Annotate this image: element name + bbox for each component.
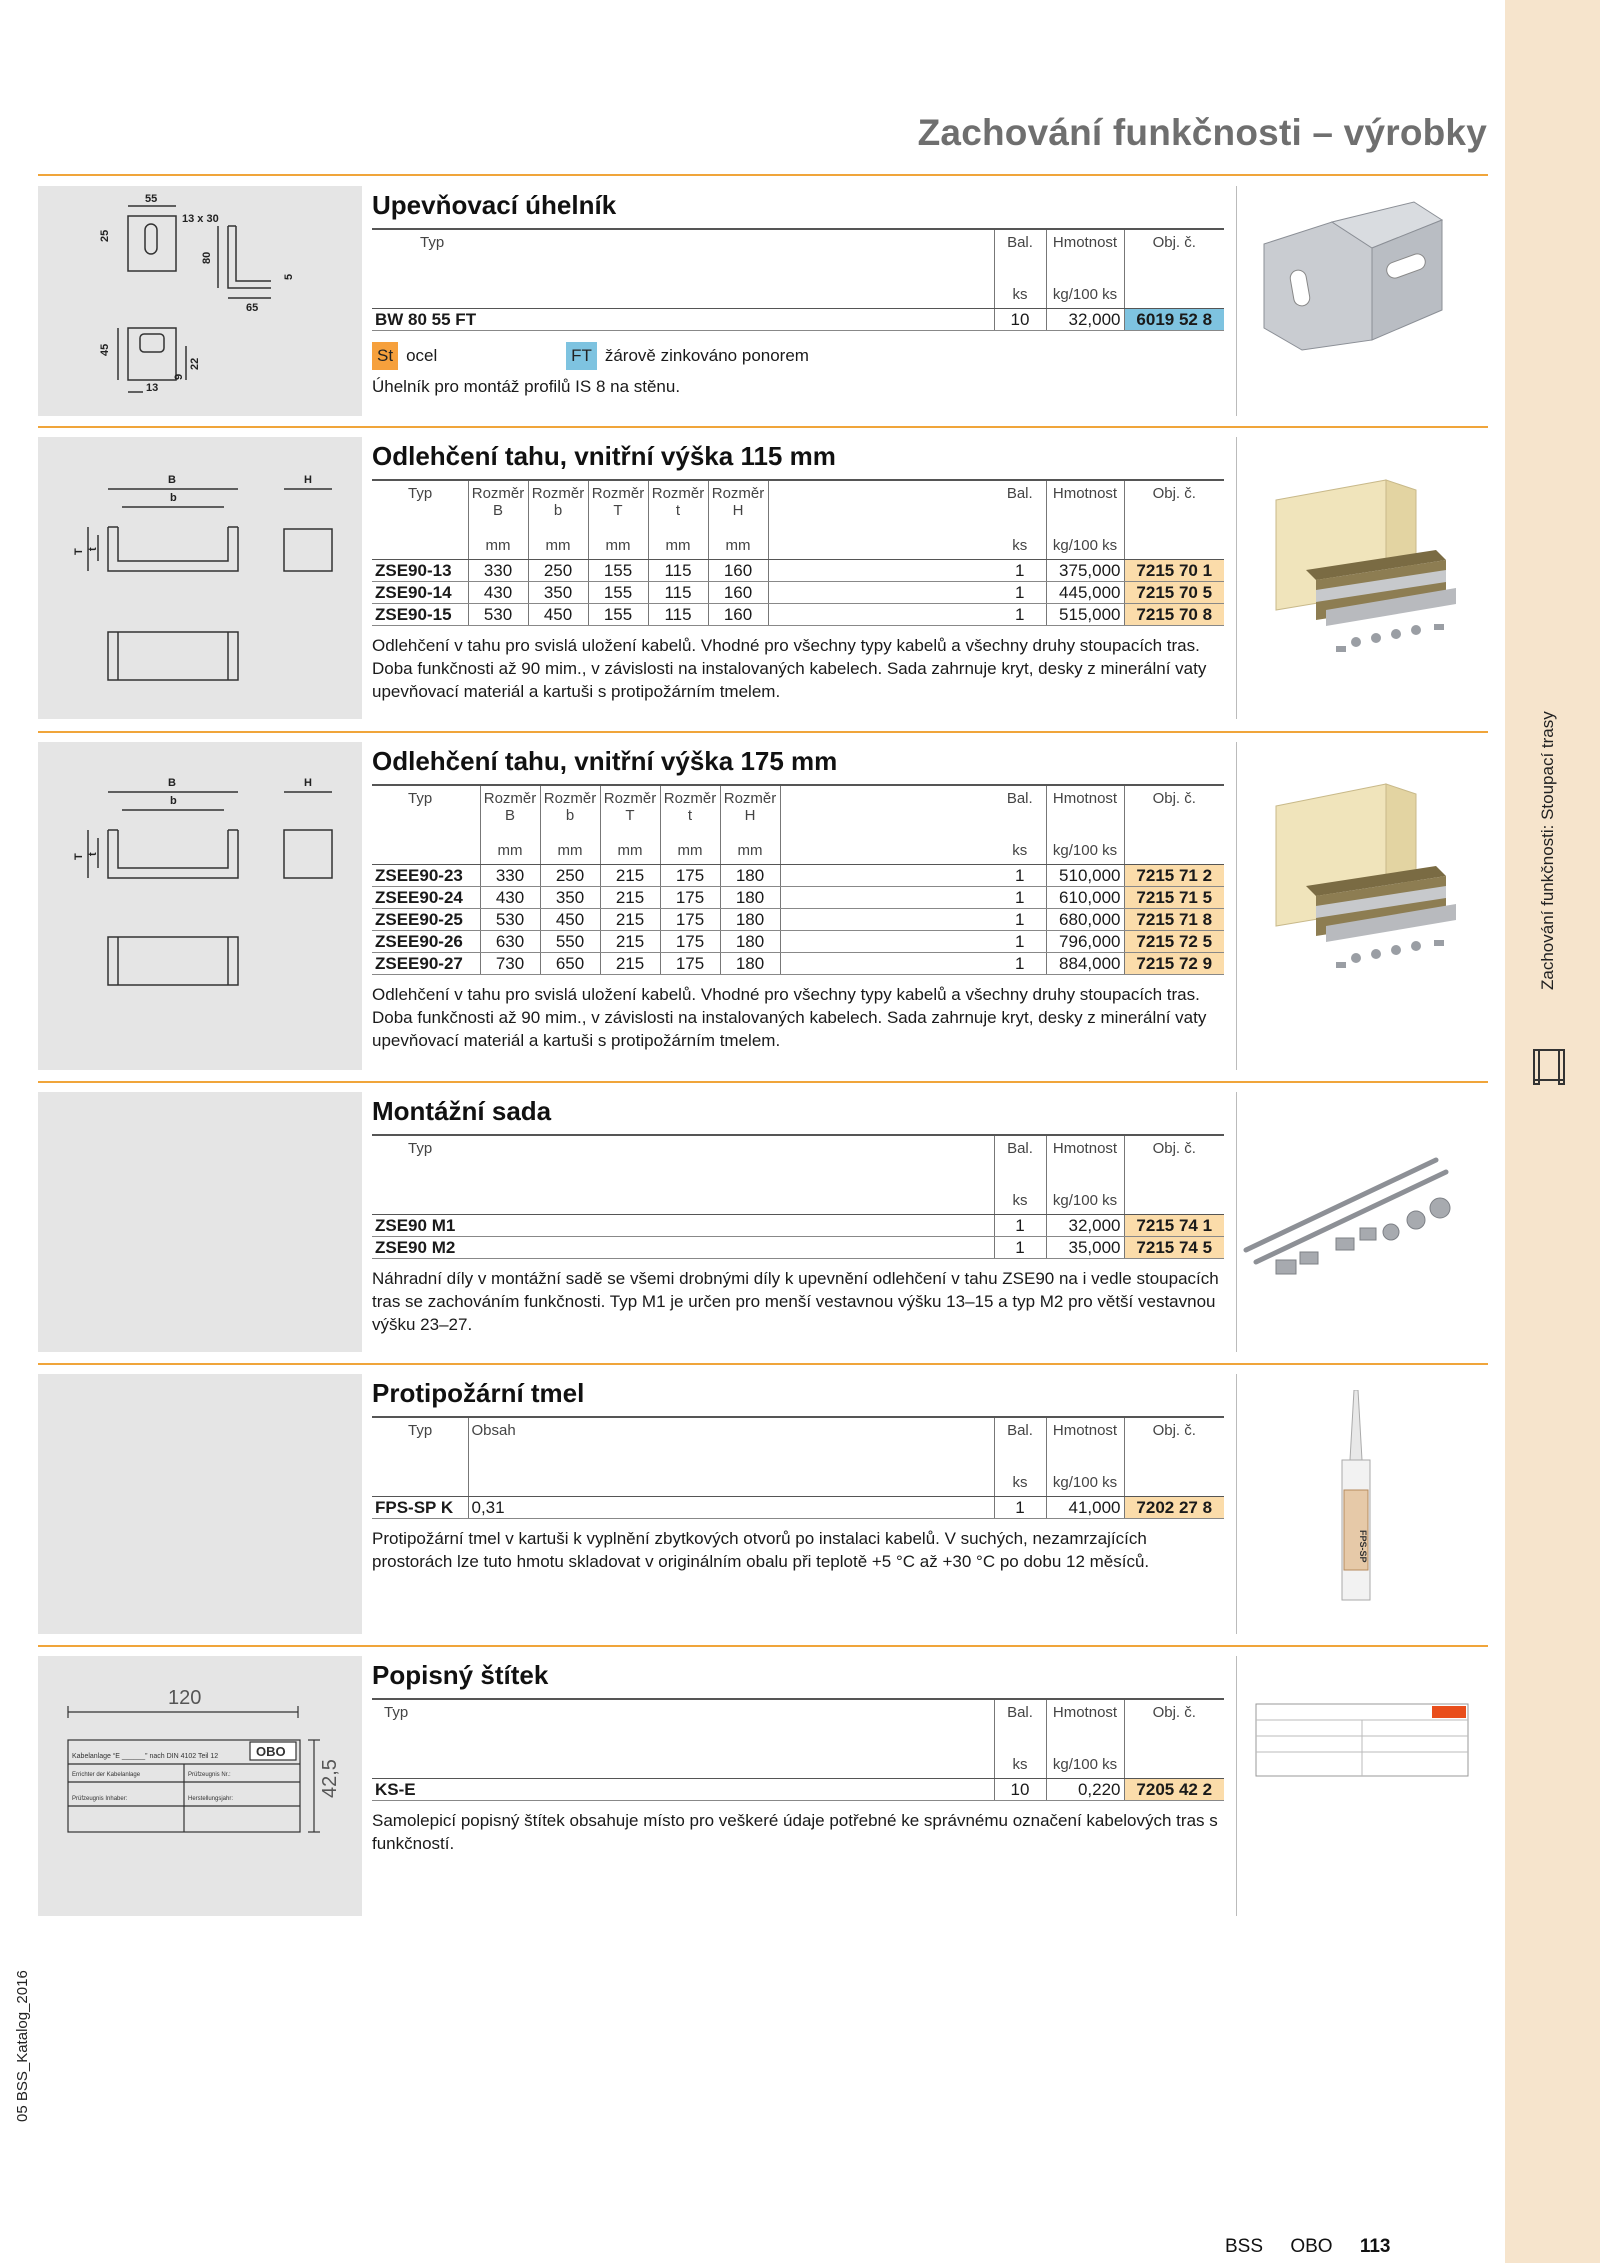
technical-drawing-strain-relief-175 xyxy=(38,742,362,1070)
section-title: Popisný štítek xyxy=(372,1660,549,1690)
dim-5: 5 xyxy=(283,273,295,280)
section-divider xyxy=(38,1363,1488,1365)
order-number: 6019 52 8 xyxy=(1124,309,1224,331)
col-obsah: Obsah xyxy=(468,1417,994,1474)
section-divider xyxy=(38,1081,1488,1083)
dim-22: 22 xyxy=(189,357,201,370)
product-table: Typ Obsah Bal. Hmotnost Obj. č. ks kg/100 ks FPS-SP K 0,31 1 41,000 7202 27 8 xyxy=(372,1416,1224,1519)
table-row: FPS-SP K 0,31 1 41,000 7202 27 8 xyxy=(372,1497,1224,1519)
col-hmot: Hmotnost xyxy=(1046,229,1124,286)
cartridge-label: FPS-SP xyxy=(1358,1530,1368,1563)
dim-55: 55 xyxy=(145,193,158,205)
table-row: ZSEE90-25 530 450 215 175 180 1 680,000 7215 71 8 xyxy=(372,909,1224,931)
table-row: KS-E 10 0,220 7205 42 2 xyxy=(372,1779,1224,1801)
dim-13: 13 xyxy=(146,382,159,394)
dim-45: 45 xyxy=(99,343,111,356)
product-section-mounting-kit xyxy=(372,1092,1224,1336)
product-photo-strain-relief-115 xyxy=(1236,470,1488,670)
technical-drawing-strain-relief-115 xyxy=(38,437,362,719)
section-divider xyxy=(38,1645,1488,1647)
col-bal: Bal. xyxy=(994,229,1046,286)
dim-80: 80 xyxy=(201,251,213,264)
product-description: Náhradní díly v montážní sadě se všemi drobnými díly k upevnění odlehčení v tahu ZSE90 na i vedle stoupacích tras se zachováním funkčnosti. Typ M1 je určen pro menší vestavnou výšku 13–15 a typ M2 pro větší vestavnou výšku 23–27. xyxy=(372,1269,1219,1334)
section-title: Odlehčení tahu, vnitřní výška 175 mm xyxy=(372,746,838,776)
order-number: 7215 71 5 xyxy=(1124,887,1224,909)
product-photo-bracket xyxy=(1236,200,1488,360)
product-section-label xyxy=(372,1656,1224,1855)
svg-text:T: T xyxy=(73,853,85,860)
material-code: FT xyxy=(566,342,597,370)
product-table: Typ Rozměr B Rozměr b Rozměr T Rozměr t Rozměr H Bal. Hmotnost Obj. č. mm mm mm mm mm ks kg/100 ks ZSEE90-23 330 250 215 175 180 1 510,000 7215 71 2 ZSEE90-24 430 350 215 175 180 1 610,000 7215 71 5 ZSEE90-25 530 450 215 175 180 1 680,000 7215 71 8 ZSEE90-26 630 550 215 175 180 1 796,000 7215 72 5 ZSEE90-27 730 650 215 175 180 1 884,000 7215 72 9 xyxy=(372,784,1224,975)
table-row: ZSE90-14 430 350 155 115 160 1 445,000 7215 70 5 xyxy=(372,582,1224,604)
product-table: Typ Bal. Hmotnost Obj. č. ks kg/100 ks ZSE90 M1 1 32,000 7215 74 1 ZSE90 M2 1 35,000 7215 74 5 xyxy=(372,1134,1224,1259)
technical-drawing-bracket xyxy=(38,186,362,416)
order-number: 7205 42 2 xyxy=(1124,1779,1224,1801)
sidebar-band xyxy=(1505,0,1600,2263)
table-row: ZSEE90-27 730 650 215 175 180 1 884,000 7215 72 9 xyxy=(372,953,1224,975)
order-number: 7215 72 5 xyxy=(1124,931,1224,953)
obo-logo: OBO xyxy=(256,1744,286,1759)
table-row: ZSEE90-23 330 250 215 175 180 1 510,000 7215 71 2 xyxy=(372,865,1224,887)
table-row: ZSE90-15 530 450 155 115 160 1 515,000 7215 70 8 xyxy=(372,604,1224,626)
unit-kg: kg/100 ks xyxy=(1046,286,1124,309)
material-label: žárově zinkováno ponorem xyxy=(604,346,809,365)
svg-text:Herstellungsjahr:: Herstellungsjahr: xyxy=(188,1796,234,1802)
product-section-strain-relief-115 xyxy=(372,437,1224,703)
product-photo-mounting-kit xyxy=(1236,1150,1488,1290)
dim-65: 65 xyxy=(246,302,259,314)
product-photo-strain-relief-175 xyxy=(1236,776,1488,986)
drawing-placeholder xyxy=(38,1092,362,1352)
svg-text:H: H xyxy=(304,474,312,486)
table-row: ZSEE90-24 430 350 215 175 180 1 610,000 7215 71 5 xyxy=(372,887,1224,909)
order-number: 7215 71 2 xyxy=(1124,865,1224,887)
order-number: 7215 70 5 xyxy=(1124,582,1224,604)
svg-text:Prüfzeugnis Nr.:: Prüfzeugnis Nr.: xyxy=(188,1772,231,1778)
table-row: ZSE90 M2 1 35,000 7215 74 5 xyxy=(372,1237,1224,1259)
product-photo-cartridge xyxy=(1236,1390,1488,1610)
product-description: Odlehčení v tahu pro svislá uložení kabelů. Vhodné pro všechny typy kabelů a všechny druhy stoupacích tras. Doba funkčnosti až 90 mim., v závislosti na instalovaných kabelech. Sada zahrnuje kryt, desky z minerální vaty upevňovací materiál a kartuši s protipožárním tmelem. xyxy=(372,636,1207,701)
table-row: ZSE90-13 330 250 155 115 160 1 375,000 7215 70 1 xyxy=(372,560,1224,582)
footer-brand: OBO xyxy=(1290,2236,1333,2257)
material-code: St xyxy=(372,342,398,370)
order-number: 7215 70 8 xyxy=(1124,604,1224,626)
dim-25: 25 xyxy=(99,229,111,242)
dim-9: 9 xyxy=(173,373,185,380)
product-section-fire-sealant xyxy=(372,1374,1224,1573)
drawing-placeholder xyxy=(38,1374,362,1634)
svg-text:B: B xyxy=(168,777,176,789)
svg-text:T: T xyxy=(73,548,85,555)
section-title: Montážní sada xyxy=(372,1096,552,1126)
product-section-bracket xyxy=(372,186,1224,398)
svg-text:B: B xyxy=(168,474,176,486)
table-row: ZSEE90-26 630 550 215 175 180 1 796,000 7215 72 5 xyxy=(372,931,1224,953)
order-number: 7215 71 8 xyxy=(1124,909,1224,931)
section-title: Protipožární tmel xyxy=(372,1378,585,1408)
sidebar-label: Zachování funkčnosti: Stoupací trasy xyxy=(1538,711,1557,990)
product-description: Protipožární tmel v kartuši k vyplnění zbytkových otvorů po instalaci kabelů. V suchých, nezamrzajících prostorách lze tuto hmotu skladovat v originálním obalu při teplotě +5 °C až +30 °C po dobu 12 měsíců. xyxy=(372,1529,1150,1571)
page-footer xyxy=(1225,2236,1390,2258)
product-section-strain-relief-175 xyxy=(372,742,1224,1052)
svg-text:H: H xyxy=(304,777,312,789)
technical-drawing-label xyxy=(38,1656,362,1916)
unit-ks: ks xyxy=(994,286,1046,309)
svg-text:Kabelanlage “E ______” nach DI: Kabelanlage “E ______” nach DIN 4102 Teil 12 xyxy=(72,1753,219,1760)
product-description: Odlehčení v tahu pro svislá uložení kabelů. Vhodné pro všechny typy kabelů a všechny druhy stoupacích tras. Doba funkčnosti až 90 mim., v závislosti na instalovaných kabelech. Sada zahrnuje kryt, desky z minerální vaty upevňovací materiál a kartuši s protipožárním tmelem. xyxy=(372,985,1207,1050)
product-description: Úhelník pro montáž profilů IS 8 na stěnu. xyxy=(372,377,681,396)
table-row: BW 80 55 FT 10 32,000 6019 52 8 xyxy=(372,309,1224,331)
svg-text:t: t xyxy=(87,547,99,551)
product-description: Samolepicí popisný štítek obsahuje místo pro veškeré údaje potřebné ke správnému označení kabelových tras s funkčností. xyxy=(372,1811,1218,1853)
section-divider xyxy=(38,731,1488,733)
svg-text:Errichter der Kabelanlage: Errichter der Kabelanlage xyxy=(72,1772,141,1778)
riser-icon xyxy=(1530,1044,1570,1093)
page-number: 113 xyxy=(1359,2236,1391,2257)
product-table xyxy=(372,228,1224,331)
section-title: Odlehčení tahu, vnitřní výška 115 mm xyxy=(372,441,836,471)
dim-height: 42,5 xyxy=(319,1759,341,1798)
svg-text:t: t xyxy=(87,852,99,856)
svg-text:b: b xyxy=(170,795,177,807)
section-title: Upevňovací úhelník xyxy=(372,190,617,220)
col-obj: Obj. č. xyxy=(1124,229,1224,286)
catalog-code: 05 BSS_Katalog_2016 xyxy=(14,1970,31,2122)
col-typ: Typ xyxy=(372,229,994,286)
footer-brand: BSS xyxy=(1225,2236,1264,2257)
svg-text:Prüfzeugnis Inhaber:: Prüfzeugnis Inhaber: xyxy=(72,1796,128,1802)
order-number: 7215 74 5 xyxy=(1124,1237,1224,1259)
product-table: Typ Rozměr B Rozměr b Rozměr T Rozměr t Rozměr H Bal. Hmotnost Obj. č. mm mm mm mm mm ks kg/100 ks ZSE90-13 330 250 155 115 160 1 375,000 7215 70 1 ZSE90-14 430 350 155 115 160 1 445,000 7215 70 5 ZSE90-15 530 450 155 115 160 1 515,000 7215 70 8 xyxy=(372,479,1224,626)
svg-text:b: b xyxy=(170,492,177,504)
order-number: 7215 70 1 xyxy=(1124,560,1224,582)
order-number: 7215 72 9 xyxy=(1124,953,1224,975)
material-legend xyxy=(372,341,1224,371)
product-photo-label xyxy=(1236,1700,1488,1780)
order-number: 7202 27 8 xyxy=(1124,1497,1224,1519)
product-table: Typ Bal. Hmotnost Obj. č. ks kg/100 ks KS-E 10 0,220 7205 42 2 xyxy=(372,1698,1224,1801)
dim-width: 120 xyxy=(168,1687,202,1709)
material-label: ocel xyxy=(406,346,438,365)
section-divider xyxy=(38,174,1488,176)
dim-13x30: 13 x 30 xyxy=(182,213,219,225)
page-title: Zachování funkčnosti – výrobky xyxy=(917,112,1487,153)
table-row: ZSE90 M1 1 32,000 7215 74 1 xyxy=(372,1215,1224,1237)
section-divider xyxy=(38,426,1488,428)
order-number: 7215 74 1 xyxy=(1124,1215,1224,1237)
